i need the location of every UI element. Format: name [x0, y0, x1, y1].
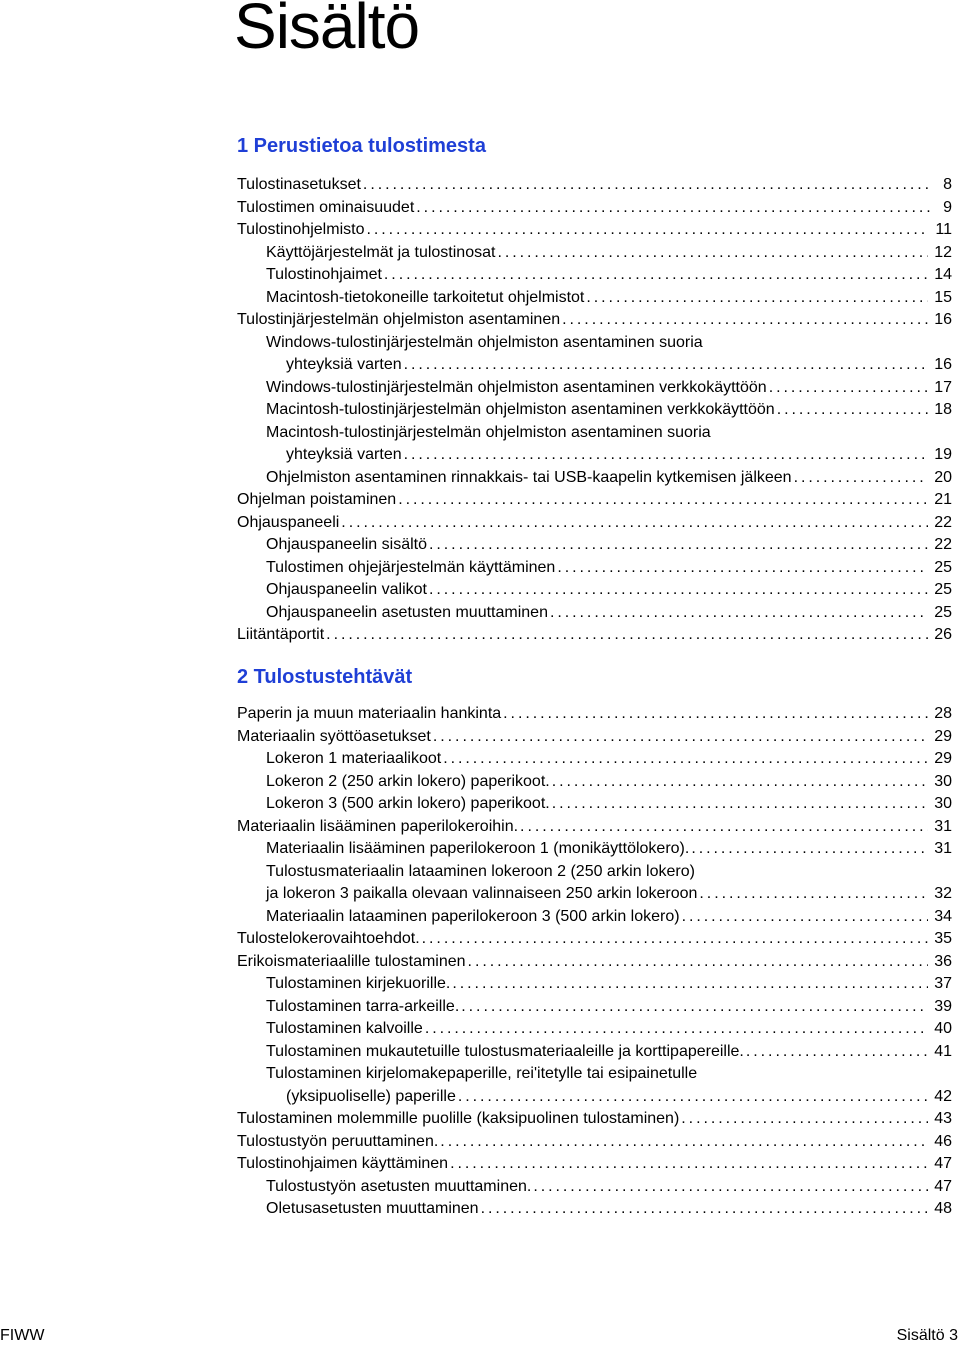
toc-entry[interactable]	[237, 174, 952, 197]
toc-entry-text: Materiaalin lataaminen paperilokeroon 3 (500 arkin lokero)	[266, 907, 680, 925]
toc-entry-text: Tulostaminen kalvoille	[266, 1020, 423, 1037]
toc-entry[interactable]	[237, 377, 952, 400]
toc-entry-text: Macintosh-tulostinjärjestelmän ohjelmiston asentaminen suoria	[266, 423, 711, 441]
toc-page-number: 25	[934, 603, 952, 621]
toc-entry[interactable]	[237, 264, 952, 287]
toc-entry-text: Materiaalin syöttöasetukset	[237, 727, 431, 745]
toc-dot-leader	[425, 1018, 928, 1041]
toc-entry[interactable]	[237, 309, 952, 332]
footer-right: Sisältö 3	[896, 1327, 958, 1344]
toc-page-number: 26	[934, 626, 952, 643]
toc-entry-text: Ohjauspaneelin valikot	[266, 581, 427, 598]
toc-entry-text: Oletusasetusten muuttaminen	[266, 1200, 479, 1217]
toc-entry[interactable]	[237, 703, 952, 726]
toc-entry[interactable]	[237, 1198, 952, 1221]
toc-entry-text: Ohjauspaneelin sisältö	[266, 536, 427, 553]
toc-dot-leader	[363, 174, 932, 197]
toc-entry[interactable]	[237, 422, 952, 445]
toc-entry[interactable]	[237, 287, 952, 310]
toc-dot-leader	[366, 219, 929, 242]
toc-page-number: 47	[934, 1177, 952, 1195]
page-title: Sisältö	[234, 0, 420, 62]
toc-entry-text: Ohjauspaneelin asetusten muuttaminen	[266, 603, 548, 621]
toc-page-number: 12	[934, 243, 952, 261]
toc-entry-continuation[interactable]	[237, 354, 952, 377]
toc-entry-text: Tulostaminen kirjelomakepaperille, rei'itetylle tai esipainetulle	[266, 1065, 698, 1082]
toc-entry[interactable]	[237, 973, 952, 996]
toc-entry-text: Tulostinohjaimet	[266, 266, 382, 283]
toc-page-number: 41	[934, 1042, 952, 1060]
toc-entry-text: Windows-tulostinjärjestelmän ohjelmiston asentaminen suoria	[266, 333, 703, 351]
toc-entry[interactable]	[237, 579, 952, 602]
toc-page-number: 16	[934, 311, 952, 328]
toc-dot-leader	[461, 996, 928, 1019]
toc-entry-text: Tulostinjärjestelmän ohjelmiston asentaminen	[237, 311, 561, 328]
toc-page-number: 43	[934, 1110, 952, 1127]
toc-dot-leader	[326, 624, 928, 647]
toc-page-number: 28	[934, 705, 952, 722]
chapter-2-heading[interactable]: 2 Tulostustehtävät	[237, 666, 413, 688]
toc-dot-leader	[552, 793, 928, 816]
toc-entry[interactable]	[237, 1131, 952, 1154]
toc-entry[interactable]	[237, 996, 952, 1019]
toc-dot-leader	[416, 197, 932, 220]
toc-dot-leader	[468, 951, 929, 974]
toc-dot-leader	[552, 771, 928, 794]
toc-page-number: 30	[934, 772, 952, 790]
toc-entry-text: Käyttöjärjestelmät ja tulostinosat	[266, 243, 496, 261]
toc-entry-text: Tulostaminen mukautetuille tulostusmateriaaleille ja korttipapereille.	[266, 1042, 744, 1060]
toc-page-number: 18	[934, 401, 952, 418]
toc-page-number: 9	[943, 198, 952, 216]
toc-entry-text: Tulostelokerovaihtoehdot.	[237, 930, 420, 947]
toc-dot-leader	[746, 1041, 928, 1064]
toc-entry-text: Tulostusmateriaalin lataaminen lokeroon 2 (250 arkin lokero)	[266, 862, 695, 880]
toc-dot-leader	[497, 242, 928, 265]
toc-entry[interactable]	[237, 489, 952, 512]
toc-entry[interactable]	[237, 951, 952, 974]
toc-dot-leader	[557, 557, 928, 580]
toc-entry[interactable]	[237, 906, 952, 929]
toc-entry-text: Tulostaminen tarra-arkeille.	[266, 997, 460, 1015]
toc-entry-continuation[interactable]	[237, 1086, 952, 1109]
toc-entry-text: Materiaalin lisääminen paperilokeroon 1 (monikäyttölokero).	[266, 840, 690, 857]
toc-dot-leader	[404, 444, 929, 467]
toc-entry-text: Liitäntäportit	[237, 626, 325, 643]
toc-page-number: 25	[934, 558, 952, 576]
toc-entry[interactable]	[237, 771, 952, 794]
toc-dot-leader	[562, 309, 928, 332]
toc-entry[interactable]	[237, 793, 952, 816]
toc-page-number: 39	[934, 997, 952, 1015]
toc-page-number: 15	[934, 288, 952, 306]
toc-page-number: 19	[934, 446, 952, 463]
toc-page-number: 20	[934, 468, 952, 486]
toc-page-number: 36	[934, 952, 952, 970]
footer-left: FIWW	[0, 1327, 45, 1344]
toc-entry[interactable]	[237, 624, 952, 647]
toc-entry-text: Paperin ja muun materiaalin hankinta	[237, 705, 502, 722]
toc-page-number: 11	[935, 221, 952, 238]
toc-entry-text: ja lokeron 3 paikalla olevaan valinnaiseen 250 arkin lokeroon	[266, 885, 698, 902]
toc-entry-text: Materiaalin lisääminen paperilokeroihin.	[237, 817, 519, 835]
toc-entry-text: Lokeron 1 materiaalikoot	[266, 750, 442, 767]
toc-entry[interactable]	[237, 748, 952, 771]
toc-page-number: 22	[934, 536, 952, 553]
toc-dot-leader	[458, 1086, 928, 1109]
toc-entry-text: Tulostustyön peruuttaminen.	[237, 1132, 439, 1150]
toc-entry[interactable]	[237, 602, 952, 625]
toc-dot-leader	[794, 467, 929, 490]
toc-entry-text: Tulostustyön asetusten muuttaminen.	[266, 1177, 532, 1195]
toc-page-number: 17	[934, 378, 952, 396]
toc-dot-leader	[481, 1198, 929, 1221]
toc-entry-text: Tulostinohjaimen käyttäminen	[237, 1155, 449, 1172]
toc-entry-text: Ohjauspaneeli	[237, 513, 340, 531]
chapter-1-heading[interactable]: 1 Perustietoa tulostimesta	[237, 135, 486, 157]
toc-entry-text: Macintosh-tulostinjärjestelmän ohjelmiston asentaminen verkkokäyttöön	[266, 401, 775, 418]
toc-entry[interactable]	[237, 1153, 952, 1176]
toc-dot-leader	[429, 579, 928, 602]
toc-entry[interactable]	[237, 219, 952, 242]
toc-page-number: 35	[934, 930, 952, 947]
toc-page-number: 21	[934, 491, 952, 508]
toc-entry-text: yhteyksiä varten	[286, 446, 402, 463]
toc-page-number: 22	[934, 513, 952, 531]
toc-entry-text: (yksipuoliselle) paperille	[286, 1087, 456, 1105]
toc-page-number: 48	[934, 1200, 952, 1217]
toc-entry-continuation[interactable]	[237, 444, 952, 467]
toc-chapter-1	[237, 174, 952, 647]
toc-entry[interactable]	[237, 1018, 952, 1041]
toc-dot-leader	[520, 816, 928, 839]
toc-entry[interactable]	[237, 928, 952, 951]
toc-dot-leader	[586, 287, 928, 310]
toc-page-number: 31	[934, 817, 952, 835]
toc-entry-text: yhteyksiä varten	[286, 356, 402, 373]
toc-page-number: 40	[934, 1020, 952, 1037]
toc-entry[interactable]	[237, 838, 952, 861]
toc-entry[interactable]	[237, 467, 952, 490]
toc-page-number: 31	[934, 840, 952, 857]
toc-dot-leader	[550, 602, 928, 625]
toc-dot-leader	[384, 264, 928, 287]
toc-entry-text: Erikoismateriaalille tulostaminen	[237, 952, 466, 970]
toc-page-number: 47	[934, 1155, 952, 1172]
toc-entry-text: Tulostimen ohjejärjestelmän käyttäminen	[266, 558, 556, 576]
toc-entry-text: Lokeron 3 (500 arkin lokero) paperikoot.	[266, 795, 550, 812]
toc-dot-leader	[341, 512, 928, 535]
toc-page-number: 29	[934, 750, 952, 767]
toc-dot-leader	[503, 703, 928, 726]
toc-page-number: 32	[934, 885, 952, 902]
toc-page-number: 30	[934, 795, 952, 812]
toc-page-number: 42	[934, 1087, 952, 1105]
toc-entry[interactable]	[237, 816, 952, 839]
toc-entry[interactable]	[237, 332, 952, 355]
toc-entry-text: Macintosh-tietokoneille tarkoitetut ohjelmistot	[266, 288, 585, 306]
toc-entry[interactable]	[237, 726, 952, 749]
toc-page-number: 46	[934, 1132, 952, 1150]
toc-chapter-2	[237, 703, 952, 1221]
toc-dot-leader	[533, 1176, 928, 1199]
toc-page-number: 29	[934, 727, 952, 745]
toc-dot-leader	[682, 906, 929, 929]
toc-dot-leader	[450, 1153, 928, 1176]
toc-dot-leader	[681, 1108, 928, 1131]
toc-entry[interactable]	[237, 512, 952, 535]
toc-entry[interactable]	[237, 1063, 952, 1086]
toc-dot-leader	[429, 534, 928, 557]
toc-entry[interactable]	[237, 861, 952, 884]
toc-dot-leader	[691, 838, 928, 861]
toc-entry-text: Tulostaminen molemmille puolille (kaksipuolinen tulostaminen)	[237, 1110, 680, 1127]
toc-entry[interactable]	[237, 197, 952, 220]
toc-dot-leader	[769, 377, 929, 400]
toc-entry[interactable]	[237, 242, 952, 265]
toc-entry[interactable]	[237, 399, 952, 422]
toc-dot-leader	[443, 748, 928, 771]
toc-page-number: 14	[934, 266, 952, 283]
toc-dot-leader	[452, 973, 928, 996]
toc-dot-leader	[433, 726, 928, 749]
toc-entry[interactable]	[237, 1108, 952, 1131]
toc-entry[interactable]	[237, 557, 952, 580]
toc-entry-text: Ohjelmiston asentaminen rinnakkais- tai USB-kaapelin kytkemisen jälkeen	[266, 468, 792, 486]
toc-entry[interactable]	[237, 534, 952, 557]
toc-entry-text: Tulostaminen kirjekuorille.	[266, 975, 451, 992]
toc-page-number: 25	[934, 581, 952, 598]
toc-entry-text: Ohjelman poistaminen	[237, 491, 397, 508]
toc-entry-text: Tulostinasetukset	[237, 176, 361, 193]
toc-entry-text: Lokeron 2 (250 arkin lokero) paperikoot.	[266, 772, 550, 790]
toc-entry-continuation[interactable]	[237, 883, 952, 906]
toc-entry-text: Windows-tulostinjärjestelmän ohjelmiston asentaminen verkkokäyttöön	[266, 378, 767, 396]
toc-dot-leader	[398, 489, 928, 512]
toc-entry-text: Tulostimen ominaisuudet	[237, 198, 415, 216]
toc-entry[interactable]	[237, 1176, 952, 1199]
toc-dot-leader	[440, 1131, 928, 1154]
toc-dot-leader	[404, 354, 929, 377]
toc-page-number: 8	[943, 176, 952, 193]
toc-dot-leader	[699, 883, 928, 906]
toc-entry-text: Tulostinohjelmisto	[237, 221, 365, 238]
toc-page-number: 34	[934, 907, 952, 925]
toc-dot-leader	[422, 928, 929, 951]
toc-entry[interactable]	[237, 1041, 952, 1064]
toc-page-number: 37	[934, 975, 952, 992]
toc-page-number: 16	[934, 356, 952, 373]
toc-dot-leader	[777, 399, 929, 422]
